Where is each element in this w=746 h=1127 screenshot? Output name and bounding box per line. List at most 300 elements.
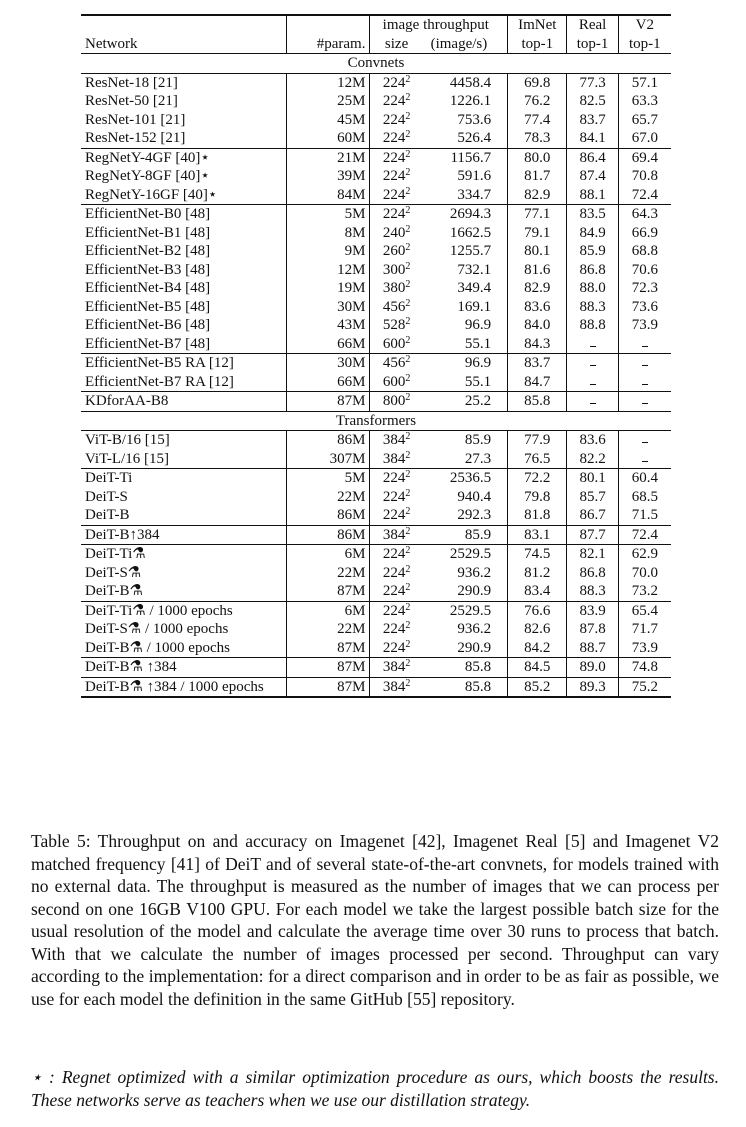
v2-top1-header: top-1 <box>618 35 671 54</box>
params-cell: 5M <box>287 205 370 224</box>
imnet-top1-cell: 83.7 <box>508 354 567 373</box>
missing-value-dash <box>590 384 596 385</box>
missing-value-dash <box>642 442 648 443</box>
size-value: 456 <box>382 298 406 315</box>
v2-top1-cell <box>618 354 671 373</box>
squared-superscript: 2 <box>405 545 411 556</box>
squared-superscript: 2 <box>405 110 411 122</box>
v2-top1-cell: 73.9 <box>618 316 671 335</box>
real-top1-cell: 82.5 <box>567 92 618 111</box>
throughput-cell: 55.1 <box>464 335 492 352</box>
v2-top1-cell <box>618 450 671 469</box>
size-cell <box>370 261 423 280</box>
table-row <box>81 354 671 373</box>
table-body <box>81 54 671 698</box>
real-top1-cell: 89.0 <box>567 658 618 678</box>
size-value: 380 <box>382 280 406 296</box>
size-value: 260 <box>382 243 406 259</box>
table-row <box>81 129 671 148</box>
size-cell <box>370 620 423 639</box>
footnote: ⋆ : Regnet optimized with a similar optimization procedure as ours, which boosts the results. These networks serve as teachers when we use our distillation strategy. <box>31 1067 719 1110</box>
table-row <box>81 469 671 488</box>
squared-superscript: 2 <box>405 260 411 272</box>
table-row <box>81 658 671 678</box>
network-cell: DeiT-B⚗ ↑384 / 1000 epochs <box>81 677 287 697</box>
imnet-top1-cell: 76.5 <box>508 450 567 469</box>
network-cell: DeiT-Ti⚗ / 1000 epochs <box>81 601 287 620</box>
throughput-cell: 732.1 <box>457 261 492 278</box>
size-value: 224 <box>382 602 406 619</box>
imnet-top1-cell: 83.4 <box>508 582 567 601</box>
v2-top1-cell <box>618 373 671 392</box>
size-cell <box>370 488 423 507</box>
imnet-top1-cell: 77.1 <box>508 205 567 224</box>
network-cell: DeiT-B <box>85 507 130 523</box>
size-value: 224 <box>382 546 406 562</box>
squared-superscript: 2 <box>405 279 411 290</box>
size-cell <box>370 205 423 224</box>
real-top1-cell: 83.9 <box>567 601 618 620</box>
throughput-cell: 1255.7 <box>449 243 492 259</box>
squared-superscript: 2 <box>405 148 411 160</box>
table-row <box>81 167 671 186</box>
real-top1-cell: 80.1 <box>567 469 618 488</box>
missing-value-dash <box>590 403 596 404</box>
size-cell <box>370 316 423 335</box>
imnet-top1-cell: 81.8 <box>508 506 567 525</box>
network-cell: EfficientNet-B1 [48] <box>85 224 211 241</box>
table-row <box>81 242 671 261</box>
squared-superscript: 2 <box>405 620 411 631</box>
throughput-cell: 1226.1 <box>449 93 492 109</box>
network-cell: DeiT-Ti⚗ <box>81 545 287 564</box>
throughput-cell: 1156.7 <box>423 148 508 167</box>
v2-top1-cell: 70.8 <box>618 167 671 186</box>
size-value: 224 <box>382 507 406 523</box>
squared-superscript: 2 <box>405 73 411 85</box>
size-value: 224 <box>382 74 406 91</box>
network-cell: ResNet-18 [21] <box>85 74 178 91</box>
throughput-cell: 55.1 <box>464 373 492 390</box>
network-cell: ResNet-152 [21] <box>85 130 186 146</box>
params-cell: 87M <box>287 677 370 697</box>
table-row <box>81 335 671 354</box>
throughput-cell: 2536.5 <box>423 469 508 488</box>
throughput-cell: 1662.5 <box>449 224 492 241</box>
throughput-cell: 85.9 <box>423 525 508 545</box>
real-top1-cell: 83.5 <box>567 205 618 224</box>
size-value: 456 <box>382 355 406 371</box>
network-cell: EfficientNet-B5 [48] <box>85 298 211 315</box>
size-cell <box>370 298 423 317</box>
size-cell <box>370 148 423 167</box>
size-cell <box>370 224 423 243</box>
imnet-top1-cell: 83.6 <box>508 298 567 317</box>
imnet-top1-cell: 76.6 <box>508 601 567 620</box>
size-cell <box>370 545 423 564</box>
throughput-cell: 2529.5 <box>423 601 508 620</box>
size-value: 300 <box>382 261 406 278</box>
section-title: Convnets <box>81 54 671 74</box>
throughput-cell: 27.3 <box>464 450 492 467</box>
table-row <box>81 92 671 111</box>
imnet-top1-cell: 84.5 <box>508 658 567 678</box>
size-header: size <box>370 35 423 54</box>
real-top1-cell: 88.1 <box>567 186 618 205</box>
imnet-top1-cell: 69.8 <box>508 73 567 92</box>
real-header: Real <box>567 15 618 35</box>
real-top1-cell: 88.3 <box>567 582 618 601</box>
table-row <box>81 431 671 450</box>
params-cell: 86M <box>287 506 370 525</box>
squared-superscript: 2 <box>405 316 411 327</box>
imnet-top1-cell: 84.3 <box>508 335 567 354</box>
squared-superscript: 2 <box>405 431 411 442</box>
throughput-cell: 936.2 <box>457 564 492 581</box>
v2-top1-cell: 72.3 <box>618 279 671 298</box>
table-row <box>81 601 671 620</box>
squared-superscript: 2 <box>405 223 411 235</box>
real-top1-cell: 88.0 <box>567 279 618 298</box>
table-row <box>81 261 671 280</box>
size-cell <box>370 450 423 469</box>
table-row <box>81 148 671 167</box>
table-row <box>81 525 671 545</box>
real-top1-cell: 83.7 <box>567 111 618 130</box>
table-caption: Table 5: Throughput on and accuracy on Imagenet [42], Imagenet Real [5] and Imagenet V2 matched frequency [41] of DeiT and of several state-of-the-art convnets, for models trained with no external data. The throughput is measured as the number of images that we can process per second on one 16GB V100 GPU. For each model we take the largest possible batch size for the usual resolution of the model and calculate the average time over 30 runs to process that batch. With that we calculate the number of images processed per second. Throughput can vary according to the implementation: for a direct comparison and in order to be as fair as possible, we use for each model the definition in the same GitHub [55] repository. <box>31 831 719 1009</box>
imnet-top1-cell: 82.6 <box>508 620 567 639</box>
v2-top1-cell: 70.6 <box>618 261 671 280</box>
throughput-cell: 85.8 <box>423 658 508 678</box>
size-cell <box>370 639 423 658</box>
network-cell: DeiT-B⚗ <box>85 583 143 599</box>
v2-top1-cell: 71.5 <box>618 506 671 525</box>
throughput-cell: 96.9 <box>423 354 508 373</box>
squared-superscript: 2 <box>405 354 411 365</box>
real-top1-cell: 87.7 <box>567 525 618 545</box>
missing-value-dash <box>590 346 596 347</box>
network-cell: EfficientNet-B6 [48] <box>85 317 211 333</box>
squared-superscript: 2 <box>405 582 411 593</box>
v2-top1-cell: 67.0 <box>618 129 671 148</box>
params-cell: 21M <box>287 148 370 167</box>
params-cell: 66M <box>287 335 370 354</box>
imnet-top1-cell: 78.3 <box>508 129 567 148</box>
missing-value-dash <box>642 346 648 347</box>
real-top1-cell: 87.4 <box>567 167 618 186</box>
throughput-cell: 936.2 <box>457 621 492 637</box>
size-cell <box>370 525 423 545</box>
header-row-1 <box>81 15 671 35</box>
size-value: 224 <box>382 639 406 656</box>
table-row <box>81 373 671 392</box>
imnet-top1-cell: 81.2 <box>508 564 567 583</box>
real-top1-cell: 86.8 <box>567 261 618 280</box>
size-value: 384 <box>382 526 406 543</box>
real-top1-cell: 84.9 <box>567 224 618 243</box>
size-cell <box>370 335 423 354</box>
throughput-cell: 292.3 <box>457 507 492 523</box>
throughput-cell: 25.2 <box>423 392 508 412</box>
real-top1-cell: 82.1 <box>567 545 618 564</box>
squared-superscript: 2 <box>405 392 411 403</box>
network-cell: RegNetY-8GF [40]⋆ <box>85 168 210 184</box>
v2-top1-cell <box>618 392 671 412</box>
missing-value-dash <box>642 365 648 366</box>
imnet-top1-cell: 80.0 <box>508 148 567 167</box>
imnet-top1-cell: 79.1 <box>508 224 567 243</box>
size-cell <box>370 469 423 488</box>
network-cell: ResNet-50 [21] <box>85 93 178 109</box>
params-cell: 22M <box>287 564 370 583</box>
squared-superscript: 2 <box>405 449 411 461</box>
size-value: 600 <box>382 335 406 352</box>
params-cell: 87M <box>287 392 370 412</box>
params-cell: 87M <box>287 639 370 658</box>
real-top1-cell: 82.2 <box>567 450 618 469</box>
throughput-cell: 940.4 <box>457 488 492 505</box>
throughput-cell: 96.9 <box>464 317 492 333</box>
table-row <box>81 488 671 507</box>
params-cell: 87M <box>287 582 370 601</box>
size-cell <box>370 677 423 697</box>
v2-top1-cell: 62.9 <box>618 545 671 564</box>
params-cell: 5M <box>287 469 370 488</box>
size-cell <box>370 582 423 601</box>
size-value: 600 <box>382 373 406 390</box>
imnet-top1-cell: 72.2 <box>508 469 567 488</box>
real-top1-cell: 88.3 <box>567 298 618 317</box>
v2-top1-cell: 68.5 <box>618 488 671 507</box>
real-top1-cell: 85.9 <box>567 242 618 261</box>
table-row <box>81 620 671 639</box>
squared-superscript: 2 <box>405 487 411 499</box>
network-cell: EfficientNet-B0 [48] <box>81 205 287 224</box>
network-cell: ResNet-101 [21] <box>85 111 186 128</box>
network-cell: RegNetY-4GF [40]⋆ <box>81 148 287 167</box>
squared-superscript: 2 <box>405 92 411 103</box>
table-row <box>81 298 671 317</box>
table-row <box>81 582 671 601</box>
network-cell: DeiT-B⚗ / 1000 epochs <box>85 639 230 656</box>
v2-top1-cell: 75.2 <box>618 677 671 697</box>
size-cell <box>370 431 423 450</box>
params-cell: 6M <box>287 601 370 620</box>
squared-superscript: 2 <box>405 372 411 384</box>
params-cell: 66M <box>287 373 370 392</box>
size-cell <box>370 354 423 373</box>
params-cell: 30M <box>287 354 370 373</box>
size-cell <box>370 564 423 583</box>
real-top1-cell <box>567 354 618 373</box>
results-table <box>81 14 671 698</box>
missing-value-dash <box>642 403 648 404</box>
params-cell: 45M <box>287 111 370 130</box>
params-cell: 86M <box>287 431 370 450</box>
v2-top1-cell: 73.6 <box>618 298 671 317</box>
squared-superscript: 2 <box>405 167 411 178</box>
network-cell: ViT-L/16 [15] <box>85 450 169 467</box>
table-row <box>81 545 671 564</box>
missing-value-dash <box>642 461 648 462</box>
v2-top1-cell: 65.7 <box>618 111 671 130</box>
size-cell <box>370 129 423 148</box>
real-top1-cell: 85.7 <box>567 488 618 507</box>
v2-top1-cell: 68.8 <box>618 242 671 261</box>
throughput-cell: 2529.5 <box>423 545 508 564</box>
size-cell <box>370 373 423 392</box>
throughput-cell: 169.1 <box>457 298 492 315</box>
imnet-header: ImNet <box>508 15 567 35</box>
params-cell: 12M <box>287 73 370 92</box>
network-cell: EfficientNet-B5 RA [12] <box>81 354 287 373</box>
throughput-cell: 85.8 <box>423 677 508 697</box>
v2-top1-cell: 74.8 <box>618 658 671 678</box>
params-cell: 25M <box>287 92 370 111</box>
real-top1-cell: 87.8 <box>567 620 618 639</box>
squared-superscript: 2 <box>405 297 411 309</box>
network-cell: EfficientNet-B7 [48] <box>85 335 211 352</box>
real-top1-cell: 84.1 <box>567 129 618 148</box>
squared-superscript: 2 <box>405 506 411 517</box>
size-cell <box>370 242 423 261</box>
size-value: 224 <box>382 564 406 581</box>
real-top1-cell: 89.3 <box>567 677 618 697</box>
params-cell: 19M <box>287 279 370 298</box>
real-top1-cell: 88.8 <box>567 316 618 335</box>
table-row <box>81 392 671 412</box>
size-cell <box>370 658 423 678</box>
network-cell: DeiT-S⚗ <box>85 564 142 581</box>
imnet-top1-cell: 81.7 <box>508 167 567 186</box>
squared-superscript: 2 <box>405 658 411 669</box>
params-cell: 8M <box>287 224 370 243</box>
v2-top1-cell: 65.4 <box>618 601 671 620</box>
squared-superscript: 2 <box>405 638 411 650</box>
network-cell: KDforAA-B8 <box>81 392 287 412</box>
size-value: 240 <box>382 224 406 241</box>
v2-top1-cell: 69.4 <box>618 148 671 167</box>
squared-superscript: 2 <box>405 129 411 140</box>
params-cell: 30M <box>287 298 370 317</box>
params-cell: 6M <box>287 545 370 564</box>
params-cell: 39M <box>287 167 370 186</box>
v2-top1-cell: 60.4 <box>618 469 671 488</box>
real-top1-cell: 83.6 <box>567 431 618 450</box>
throughput-cell: 349.4 <box>457 280 492 296</box>
throughput-cell: 591.6 <box>457 168 492 184</box>
image-throughput-header: image throughput <box>370 15 508 35</box>
table-row <box>81 205 671 224</box>
network-cell: DeiT-B↑384 <box>81 525 287 545</box>
table-row <box>81 506 671 525</box>
table-row <box>81 224 671 243</box>
size-value: 224 <box>382 111 406 128</box>
throughput-header: (image/s) <box>423 35 508 54</box>
imnet-top1-cell: 79.8 <box>508 488 567 507</box>
throughput-cell: 753.6 <box>457 111 492 128</box>
size-value: 224 <box>382 206 406 222</box>
params-cell: 12M <box>287 261 370 280</box>
size-cell <box>370 601 423 620</box>
size-cell <box>370 279 423 298</box>
size-value: 224 <box>382 583 406 599</box>
squared-superscript: 2 <box>405 205 411 216</box>
network-cell: EfficientNet-B2 [48] <box>85 243 211 259</box>
throughput-cell: 526.4 <box>457 130 492 146</box>
network-cell: DeiT-S⚗ / 1000 epochs <box>85 621 229 637</box>
v2-top1-cell: 63.3 <box>618 92 671 111</box>
squared-superscript: 2 <box>405 469 411 480</box>
throughput-cell: 2694.3 <box>423 205 508 224</box>
size-value: 224 <box>382 186 406 203</box>
v2-header: V2 <box>618 15 671 35</box>
network-cell: EfficientNet-B7 RA [12] <box>85 373 234 390</box>
v2-top1-cell <box>618 431 671 450</box>
real-top1-cell: 86.8 <box>567 564 618 583</box>
params-cell: 22M <box>287 620 370 639</box>
table-row <box>81 564 671 583</box>
table-row <box>81 186 671 205</box>
size-value: 224 <box>382 488 406 505</box>
params-cell: 60M <box>287 129 370 148</box>
size-value: 224 <box>382 168 406 184</box>
throughput-cell: 85.9 <box>464 432 492 448</box>
network-cell: DeiT-B⚗ ↑384 <box>81 658 287 678</box>
squared-superscript: 2 <box>405 185 411 197</box>
imnet-top1-cell: 82.9 <box>508 186 567 205</box>
size-value: 384 <box>382 678 406 695</box>
size-cell <box>370 73 423 92</box>
size-value: 224 <box>382 130 406 146</box>
real-top1-cell: 77.3 <box>567 73 618 92</box>
throughput-cell: 290.9 <box>457 583 492 599</box>
imnet-top1-cell: 85.2 <box>508 677 567 697</box>
size-value: 224 <box>382 149 406 166</box>
size-value: 384 <box>382 450 406 467</box>
imnet-top1-cell: 76.2 <box>508 92 567 111</box>
section-header-row <box>81 411 671 431</box>
table-row <box>81 111 671 130</box>
real-top1-cell: 88.7 <box>567 639 618 658</box>
imnet-top1-cell: 85.8 <box>508 392 567 412</box>
imnet-top1-cell: 84.2 <box>508 639 567 658</box>
imnet-top1-cell: 82.9 <box>508 279 567 298</box>
network-cell: EfficientNet-B4 [48] <box>85 280 211 296</box>
imnet-top1-cell: 80.1 <box>508 242 567 261</box>
imnet-top1-cell: 77.9 <box>508 431 567 450</box>
imnet-top1-cell: 81.6 <box>508 261 567 280</box>
real-top1-cell <box>567 392 618 412</box>
v2-top1-cell: 73.9 <box>618 639 671 658</box>
throughput-cell: 4458.4 <box>449 74 492 91</box>
size-cell <box>370 506 423 525</box>
size-value: 224 <box>382 470 406 486</box>
squared-superscript: 2 <box>405 334 411 346</box>
throughput-cell: 334.7 <box>457 186 492 203</box>
missing-value-dash <box>642 384 648 385</box>
size-cell <box>370 111 423 130</box>
section-header-row <box>81 54 671 74</box>
size-value: 224 <box>382 93 406 109</box>
real-top1-cell <box>567 373 618 392</box>
imnet-top1-cell: 84.0 <box>508 316 567 335</box>
size-cell <box>370 92 423 111</box>
v2-top1-cell: 70.0 <box>618 564 671 583</box>
header-row-2 <box>81 35 671 54</box>
real-top1-cell: 86.4 <box>567 148 618 167</box>
params-cell: 22M <box>287 488 370 507</box>
